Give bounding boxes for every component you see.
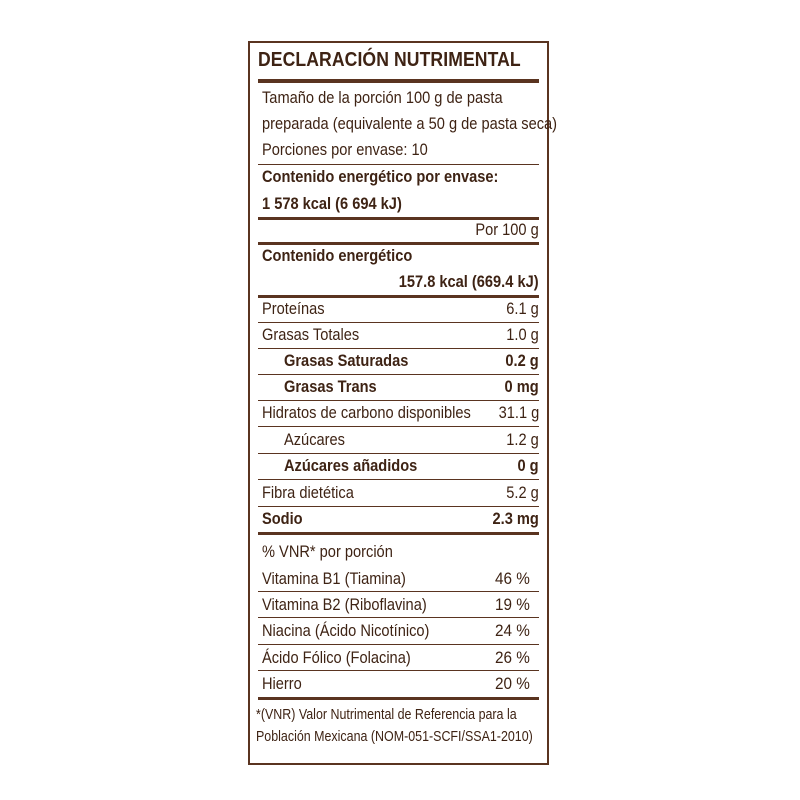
nutrient-value: 2.3 mg bbox=[492, 509, 539, 528]
per-100g-header: Por 100 g bbox=[475, 220, 539, 239]
section-rule bbox=[258, 295, 539, 298]
nutrient-value: 5.2 g bbox=[506, 483, 539, 502]
nutrient-label: Grasas Trans bbox=[284, 377, 377, 396]
nutrient-label: Azúcares añadidos bbox=[284, 456, 418, 475]
nutrient-label: Sodio bbox=[262, 509, 303, 528]
nutrient-label: Grasas Totales bbox=[262, 325, 360, 344]
section-rule bbox=[258, 242, 539, 245]
vnr-header: % VNR* por porción bbox=[262, 542, 393, 561]
panel-title: DECLARACIÓN NUTRIMENTAL bbox=[258, 49, 521, 71]
nutrient-label: Hidratos de carbono disponibles bbox=[262, 403, 471, 422]
divider bbox=[258, 644, 539, 645]
vitamin-value: 20 % bbox=[495, 674, 530, 693]
divider bbox=[258, 479, 539, 480]
divider bbox=[258, 426, 539, 427]
title-rule bbox=[258, 79, 539, 83]
vitamin-label: Ácido Fólico (Folacina) bbox=[262, 648, 411, 667]
nutrient-value: 6.1 g bbox=[506, 299, 539, 318]
vitamin-label: Niacina (Ácido Nicotínico) bbox=[262, 621, 430, 640]
nutrient-label: Azúcares bbox=[284, 430, 345, 449]
nutrient-label: Proteínas bbox=[262, 299, 325, 318]
divider bbox=[258, 400, 539, 401]
divider bbox=[258, 670, 539, 671]
nutrient-value: 1.2 g bbox=[506, 430, 539, 449]
vitamin-value: 24 % bbox=[495, 621, 530, 640]
nutrient-value: 1.0 g bbox=[506, 325, 539, 344]
vitamin-value: 19 % bbox=[495, 595, 530, 614]
vitamin-value: 26 % bbox=[495, 648, 530, 667]
energy-per-container-label: Contenido energético por envase: bbox=[262, 167, 499, 186]
footnote-line1: *(VNR) Valor Nutrimental de Referencia para la bbox=[256, 706, 517, 723]
servings-per-container: Porciones por envase: 10 bbox=[262, 140, 428, 159]
divider bbox=[258, 453, 539, 454]
section-rule bbox=[258, 532, 539, 535]
divider bbox=[258, 617, 539, 618]
divider bbox=[258, 374, 539, 375]
nutrient-label: Grasas Saturadas bbox=[284, 351, 409, 370]
energy-per-container-value: 1 578 kcal (6 694 kJ) bbox=[262, 194, 402, 213]
vitamin-label: Vitamina B2 (Riboflavina) bbox=[262, 595, 427, 614]
nutrient-value: 31.1 g bbox=[498, 403, 539, 422]
vitamin-value: 46 % bbox=[495, 569, 530, 588]
divider bbox=[258, 348, 539, 349]
divider bbox=[258, 322, 539, 323]
nutrient-value: 0.2 g bbox=[505, 351, 539, 370]
divider bbox=[258, 591, 539, 592]
nutrient-value: 0 g bbox=[517, 456, 539, 475]
divider bbox=[258, 164, 539, 165]
vitamin-label: Hierro bbox=[262, 674, 302, 693]
nutrition-facts-panel bbox=[248, 41, 558, 765]
serving-size-line2: preparada (equivalente a 50 g de pasta seca) bbox=[262, 114, 558, 133]
serving-size-line1: Tamaño de la porción 100 g de pasta bbox=[262, 88, 503, 107]
energy-value: 157.8 kcal (669.4 kJ) bbox=[399, 272, 539, 291]
section-rule bbox=[258, 697, 539, 700]
divider bbox=[258, 506, 539, 507]
energy-label: Contenido energético bbox=[262, 246, 413, 265]
nutrient-label: Fibra dietética bbox=[262, 483, 354, 502]
vitamin-label: Vitamina B1 (Tiamina) bbox=[262, 569, 406, 588]
footnote-line2: Población Mexicana (NOM-051-SCFI/SSA1-2010) bbox=[256, 728, 533, 745]
nutrient-value: 0 mg bbox=[504, 377, 539, 396]
